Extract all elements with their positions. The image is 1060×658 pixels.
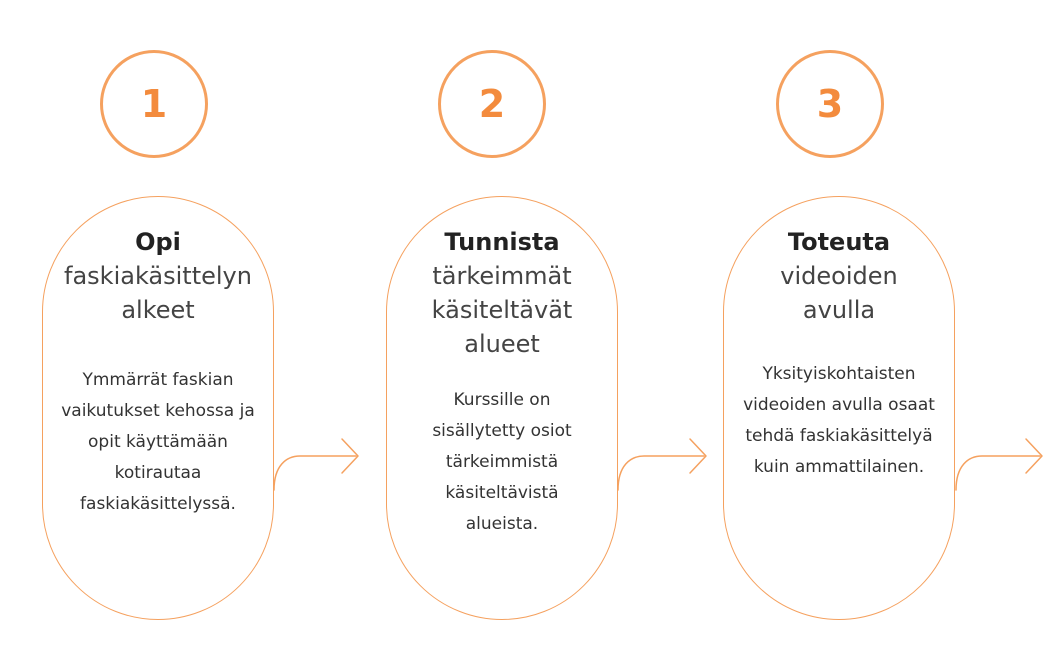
connector-arrow-3 <box>956 456 1040 490</box>
step-card-1 <box>42 196 274 620</box>
step-description-1: Ymmärrät faskian vaikutukset kehossa ja opit käyttämään kotirautaa faskiakäsittelyssä. <box>61 370 255 514</box>
step-title-bold-1: Opi <box>135 228 181 256</box>
step-description-3: Yksityiskohtaisten videoiden avulla osaat tehdä faskiakäsittelyä kuin ammattilainen. <box>743 364 935 477</box>
step-number-3: 3 <box>776 50 884 158</box>
step-title-2 <box>387 225 617 361</box>
step-card-3 <box>723 196 955 620</box>
step-title-1 <box>43 225 273 327</box>
step-title-3 <box>724 225 954 327</box>
step-description-2: Kurssille on sisällytetty osiot tärkeimmistä käsiteltävistä alueista. <box>432 390 572 534</box>
step-card-2 <box>386 196 618 620</box>
step-title-bold-3: Toteuta <box>787 228 891 256</box>
connector-arrow-1 <box>274 456 356 490</box>
step-number-1: 1 <box>100 50 208 158</box>
step-title-bold-2: Tunnista <box>444 228 560 256</box>
step-number-2: 2 <box>438 50 546 158</box>
step-title-rest-1: faskiakäsittelyn alkeet <box>64 262 252 324</box>
step-title-rest-3: videoiden avulla <box>780 262 898 324</box>
step-title-rest-2: tärkeimmät käsiteltävät alueet <box>431 262 573 358</box>
connector-arrow-2 <box>618 456 704 490</box>
